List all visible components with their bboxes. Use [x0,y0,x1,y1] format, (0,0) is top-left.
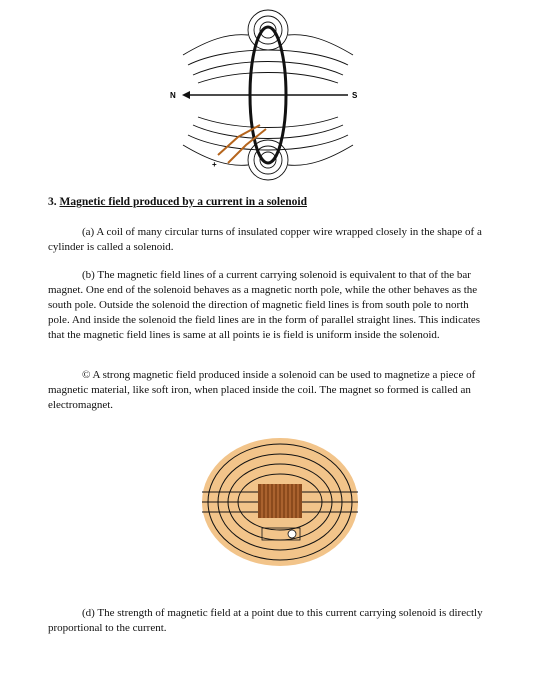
paragraph-c [48,368,488,413]
south-label: S [352,91,358,100]
paragraph-a [48,225,488,255]
paragraph-c-text: © A strong magnetic field produced inside a solenoid can be used to magnetize a piece of magnetic material, like soft iron, when placed inside the coil. The magnet so formed is called an electromagnet. [48,369,476,411]
paragraph-d [48,606,488,636]
paragraph-b-text: (b) The magnetic field lines of a current carrying solenoid is equivalent to that of the bar magnet. One end of the solenoid behaves as a magnetic north pole, while the other behaves as the south pole. Outside the solenoid the direction of magnetic field lines is from south pole to north pole. And inside the solenoid the field lines are in the form of parallel straight lines. This indicates that the magnetic field lines is same at all points ie is field is uniform inside the solenoid. [48,269,481,341]
solenoid-field-figure [200,436,360,568]
paragraph-d-text: (d) The strength of magnetic field at a point due to this current carrying solenoid is directly proportional to the current. [48,607,483,634]
paragraph-a-text: (a) A coil of many circular turns of insulated copper wire wrapped closely in the shape of a cylinder is called a solenoid. [48,226,482,253]
circular-loop-field-figure [168,5,368,185]
paragraph-b [48,268,488,343]
plus-label: + [212,160,217,169]
north-label: N [170,91,176,100]
section-title: Magnetic field produced by a current in a solenoid [59,196,307,208]
section-number: 3. [48,196,57,208]
section-heading [48,196,307,208]
